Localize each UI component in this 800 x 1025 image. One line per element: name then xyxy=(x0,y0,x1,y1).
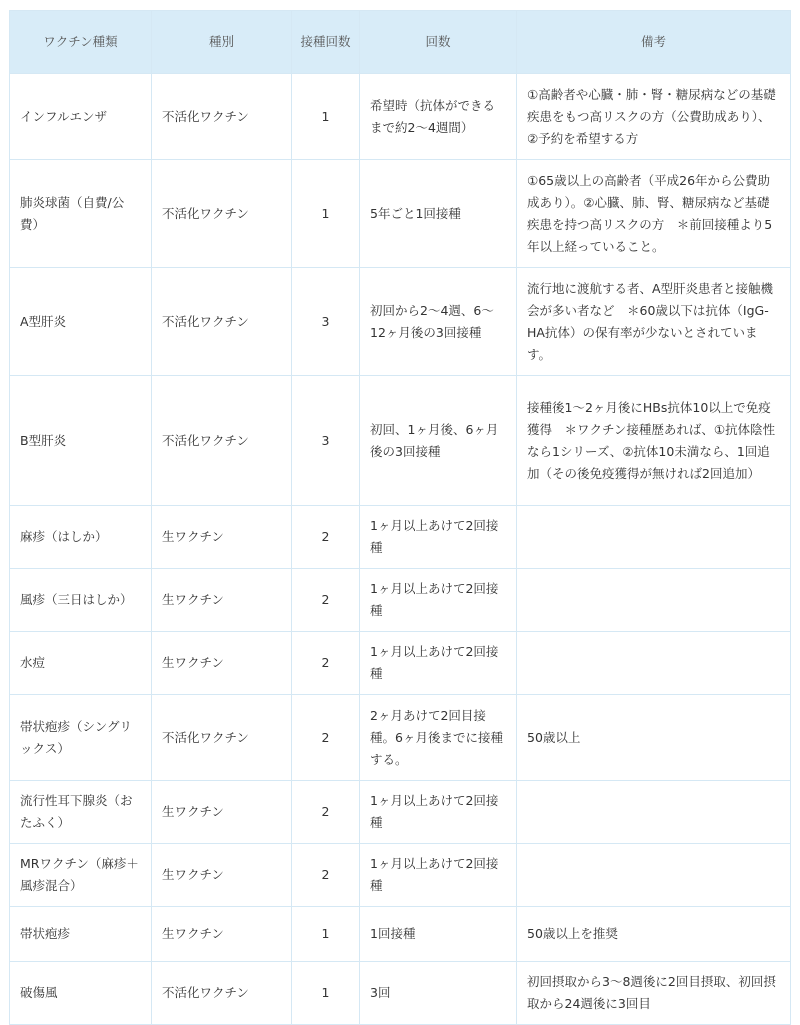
table-row xyxy=(10,268,791,376)
cell-category: 不活化ワクチン xyxy=(152,160,292,268)
cell-schedule: 3回 xyxy=(360,962,517,1025)
cell-notes xyxy=(517,506,791,569)
cell-notes: ①65歳以上の高齢者（平成26年から公費助成あり）。②心臓、肺、腎、糖尿病など基礎疾患を持つ高リスクの方 ＊前回接種より5年以上経っていること。 xyxy=(517,160,791,268)
cell-schedule: 希望時（抗体ができるまで約2〜4週間） xyxy=(360,74,517,160)
cell-vaccine-name: B型肝炎 xyxy=(10,376,152,506)
cell-vaccine-name: 麻疹（はしか） xyxy=(10,506,152,569)
cell-category: 生ワクチン xyxy=(152,632,292,695)
header-dose-count: 接種回数 xyxy=(292,11,360,74)
cell-notes xyxy=(517,632,791,695)
cell-vaccine-name: 帯状疱疹 xyxy=(10,907,152,962)
cell-schedule: 初回、1ヶ月後、6ヶ月後の3回接種 xyxy=(360,376,517,506)
cell-dose-count: 2 xyxy=(292,781,360,844)
cell-schedule: 1ヶ月以上あけて2回接種 xyxy=(360,844,517,907)
cell-category: 不活化ワクチン xyxy=(152,376,292,506)
table-row xyxy=(10,695,791,781)
cell-notes: 初回摂取から3〜8週後に2回目摂取、初回摂取から24週後に3回目 xyxy=(517,962,791,1025)
table-row xyxy=(10,74,791,160)
cell-vaccine-name: 水痘 xyxy=(10,632,152,695)
table-row xyxy=(10,962,791,1025)
cell-vaccine-name: インフルエンザ xyxy=(10,74,152,160)
cell-dose-count: 1 xyxy=(292,907,360,962)
cell-category: 生ワクチン xyxy=(152,844,292,907)
cell-notes: 流行地に渡航する者、A型肝炎患者と接触機会が多い者など ＊60歳以下は抗体（IgG-HA抗体）の保有率が少ないとされています。 xyxy=(517,268,791,376)
vaccine-table xyxy=(9,10,791,1025)
cell-vaccine-name: MRワクチン（麻疹＋風疹混合） xyxy=(10,844,152,907)
cell-dose-count: 1 xyxy=(292,962,360,1025)
cell-vaccine-name: 風疹（三日はしか） xyxy=(10,569,152,632)
cell-notes: ①高齢者や心臓・肺・腎・糖尿病などの基礎疾患をもつ高リスクの方（公費助成あり）、②予約を希望する方 xyxy=(517,74,791,160)
cell-dose-count: 2 xyxy=(292,632,360,695)
table-row xyxy=(10,844,791,907)
cell-dose-count: 2 xyxy=(292,844,360,907)
table-row xyxy=(10,506,791,569)
cell-vaccine-name: 破傷風 xyxy=(10,962,152,1025)
cell-dose-count: 3 xyxy=(292,268,360,376)
table-row xyxy=(10,569,791,632)
vaccine-table-container xyxy=(9,10,790,1025)
cell-notes: 50歳以上 xyxy=(517,695,791,781)
table-header-row xyxy=(10,11,791,74)
cell-category: 生ワクチン xyxy=(152,781,292,844)
cell-vaccine-name: 肺炎球菌（自費/公費） xyxy=(10,160,152,268)
table-row xyxy=(10,160,791,268)
cell-schedule: 1ヶ月以上あけて2回接種 xyxy=(360,506,517,569)
cell-category: 生ワクチン xyxy=(152,506,292,569)
cell-schedule: 1ヶ月以上あけて2回接種 xyxy=(360,632,517,695)
cell-category: 不活化ワクチン xyxy=(152,74,292,160)
cell-notes xyxy=(517,781,791,844)
header-vaccine-type: ワクチン種類 xyxy=(10,11,152,74)
cell-dose-count: 2 xyxy=(292,506,360,569)
cell-notes: 接種後1〜2ヶ月後にHBs抗体10以上で免疫獲得 ＊ワクチン接種歴あれば、①抗体陰性なら1シリーズ、②抗体10未満なら、1回追加（その後免疫獲得が無ければ2回追加） xyxy=(517,376,791,506)
cell-schedule: 1ヶ月以上あけて2回接種 xyxy=(360,569,517,632)
cell-category: 不活化ワクチン xyxy=(152,268,292,376)
cell-schedule: 1回接種 xyxy=(360,907,517,962)
table-row xyxy=(10,781,791,844)
cell-dose-count: 2 xyxy=(292,569,360,632)
cell-dose-count: 2 xyxy=(292,695,360,781)
cell-vaccine-name: 帯状疱疹（シングリックス） xyxy=(10,695,152,781)
header-category: 種別 xyxy=(152,11,292,74)
cell-schedule: 2ヶ月あけて2回目接種。6ヶ月後までに接種する。 xyxy=(360,695,517,781)
cell-notes xyxy=(517,844,791,907)
cell-category: 不活化ワクチン xyxy=(152,695,292,781)
cell-dose-count: 3 xyxy=(292,376,360,506)
cell-schedule: 1ヶ月以上あけて2回接種 xyxy=(360,781,517,844)
table-row xyxy=(10,907,791,962)
cell-category: 不活化ワクチン xyxy=(152,962,292,1025)
cell-dose-count: 1 xyxy=(292,74,360,160)
cell-category: 生ワクチン xyxy=(152,907,292,962)
cell-notes xyxy=(517,569,791,632)
cell-notes: 50歳以上を推奨 xyxy=(517,907,791,962)
cell-dose-count: 1 xyxy=(292,160,360,268)
header-schedule: 回数 xyxy=(360,11,517,74)
cell-schedule: 5年ごと1回接種 xyxy=(360,160,517,268)
cell-category: 生ワクチン xyxy=(152,569,292,632)
header-notes: 備考 xyxy=(517,11,791,74)
cell-vaccine-name: 流行性耳下腺炎（おたふく） xyxy=(10,781,152,844)
table-row xyxy=(10,632,791,695)
table-row xyxy=(10,376,791,506)
cell-schedule: 初回から2〜4週、6〜12ヶ月後の3回接種 xyxy=(360,268,517,376)
cell-vaccine-name: A型肝炎 xyxy=(10,268,152,376)
